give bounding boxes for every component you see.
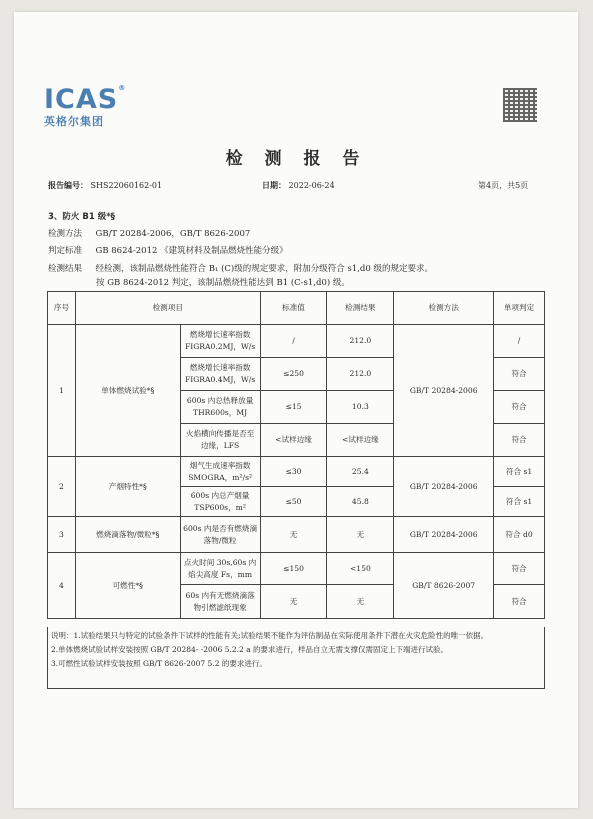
report-number: 报告编号： SHS22060162-01 (48, 181, 163, 190)
note-line: 说明：1.试验结果只与特定的试验条件下试样的性能有关;试验结果不能作为评估制品在实际使用条件下潜在火灾危险性的唯一依据。 (51, 631, 489, 640)
cell-result: 212.0 (327, 325, 394, 358)
conclusion-line-2: 按 GB 8624-2012 判定，该制品燃烧性能达到 B1 (C-s1,d0) 级。 (96, 278, 350, 288)
cell-standard: / (260, 325, 327, 358)
cell-item: 烟气生成速率指数 SMOGRA，m²/s² (180, 457, 260, 487)
cell-result: 无 (327, 585, 394, 619)
standard-line: 判定标准 GB 8624-2012 《建筑材料及制品燃烧性能分级》 (48, 246, 288, 256)
table-row (48, 553, 545, 585)
cell-standard: ≤50 (260, 487, 327, 517)
cell-judgement: 符合 (494, 424, 545, 457)
section-heading: 3、防火 B1 级*§ (48, 212, 115, 222)
cell-result: 45.8 (327, 487, 394, 517)
cell-item: 600s 内总产烟量 TSP600s，m² (180, 487, 260, 517)
cell-item: 点火时间 30s,60s 内焰尖高度 Fs，mm (180, 553, 260, 585)
cell-standard: ≤30 (260, 457, 327, 487)
header-no: 序号 (48, 292, 76, 325)
cell-judgement: / (494, 325, 545, 358)
cell-standard: ≤150 (260, 553, 327, 585)
qr-code-icon (503, 88, 537, 122)
cell-group-name: 单体燃烧试验*§ (75, 325, 180, 457)
header-judgement: 单项判定 (494, 292, 545, 325)
logo-subtitle: 英格尔集团 (44, 115, 104, 128)
cell-standard: 无 (260, 517, 327, 553)
cell-no: 3 (48, 517, 76, 553)
cell-item: 火焰横向传播是否至边缘，LFS (180, 424, 260, 457)
cell-result: <试样边缘 (327, 424, 394, 457)
cell-no: 4 (48, 553, 76, 619)
cell-item: 60s 内有无燃烧滴落物引燃滤纸现象 (180, 585, 260, 619)
cell-method: GB/T 20284-2006 (394, 457, 494, 517)
cell-result: 25.4 (327, 457, 394, 487)
table-header-row (48, 292, 545, 325)
test-results-table (47, 291, 545, 619)
cell-no: 2 (48, 457, 76, 517)
cell-judgement: 符合 (494, 391, 545, 424)
report-date: 日期： 2022-06-24 (262, 181, 335, 190)
table-row (48, 325, 545, 358)
cell-judgement: 符合 s1 (494, 457, 545, 487)
header-standard: 标准值 (260, 292, 327, 325)
company-logo (44, 84, 126, 129)
cell-item: 600s 内是否有燃烧滴落物/微粒 (180, 517, 260, 553)
header-item: 检测项目 (75, 292, 260, 325)
table-row (48, 517, 545, 553)
header-method: 检测方法 (394, 292, 494, 325)
logo-text: ICAS (44, 84, 119, 115)
cell-standard: 无 (260, 585, 327, 619)
cell-standard: ≤15 (260, 391, 327, 424)
cell-result: <150 (327, 553, 394, 585)
cell-standard: ≤250 (260, 358, 327, 391)
cell-method: GB/T 20284-2006 (394, 325, 494, 457)
cell-result: 10.3 (327, 391, 394, 424)
registered-mark: ® (118, 84, 127, 92)
cell-result: 无 (327, 517, 394, 553)
page-indicator: 第4页，共5页 (478, 181, 529, 190)
table-row (48, 457, 545, 487)
conclusion-line-1: 检测结果 经检测，该制品燃烧性能符合 B₁ (C)级的规定要求，附加分级符合 s1,d0 级的规定要求。 (48, 264, 433, 274)
note-line: 3.可燃性试验试样安装按照 GB/T 8626-2007 5.2 的要求进行。 (51, 659, 267, 668)
cell-group-name: 产烟特性*§ (75, 457, 180, 517)
note-line: 2.单体燃烧试验试样安装按照 GB/T 20284- -2006 5.2.2 a 的要求进行，样品自立无需支撑仅需固定上下端进行试验。 (51, 645, 449, 654)
cell-item: 燃烧增长速率指数 FIGRA0.2MJ，W/s (180, 325, 260, 358)
cell-item: 燃烧增长速率指数 FIGRA0.4MJ，W/s (180, 358, 260, 391)
cell-judgement: 符合 d0 (494, 517, 545, 553)
cell-item: 600s 内总热释放量 THR600s，MJ (180, 391, 260, 424)
cell-no: 1 (48, 325, 76, 457)
cell-judgement: 符合 (494, 585, 545, 619)
cell-group-name: 燃烧滴落物/微粒*§ (75, 517, 180, 553)
cell-method: GB/T 20284-2006 (394, 517, 494, 553)
test-method-line: 检测方法 GB/T 20284-2006，GB/T 8626-2007 (48, 229, 251, 239)
cell-standard: <试样边缘 (260, 424, 327, 457)
cell-judgement: 符合 s1 (494, 487, 545, 517)
report-title: 检 测 报 告 (225, 149, 368, 169)
cell-judgement: 符合 (494, 358, 545, 391)
header-result: 检测结果 (327, 292, 394, 325)
cell-result: 212.0 (327, 358, 394, 391)
cell-group-name: 可燃性*§ (75, 553, 180, 619)
cell-method: GB/T 8626-2007 (394, 553, 494, 619)
notes-box (47, 627, 545, 689)
cell-judgement: 符合 (494, 553, 545, 585)
